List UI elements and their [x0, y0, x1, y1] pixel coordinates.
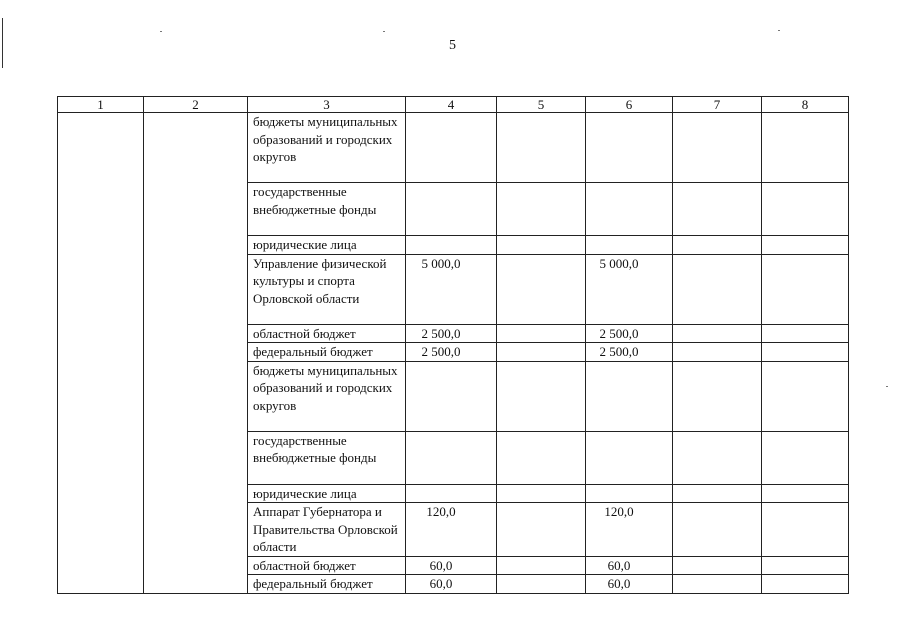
cell-col7	[673, 575, 762, 594]
cell-col6	[586, 113, 673, 183]
column-header-4: 4	[406, 97, 497, 113]
cell-col4: 60,0	[406, 575, 497, 594]
cell-col6: 2 500,0	[586, 324, 673, 343]
page-number: 5	[449, 38, 456, 53]
cell-col5	[497, 324, 586, 343]
column-header-2: 2	[144, 97, 248, 113]
row-label: областной бюджет	[248, 324, 406, 343]
cell-col6	[586, 236, 673, 255]
cell-col4	[406, 236, 497, 255]
cell-col8	[762, 575, 849, 594]
cell-col4: 60,0	[406, 556, 497, 575]
cell-col8	[762, 361, 849, 431]
cell-col5	[497, 361, 586, 431]
cell-col8	[762, 556, 849, 575]
cell-col7	[673, 484, 762, 503]
cell-col6	[586, 361, 673, 431]
cell-col8	[762, 503, 849, 557]
cell-col5	[497, 556, 586, 575]
cell-col5	[497, 503, 586, 557]
row-label: юридические лица	[248, 236, 406, 255]
scan-speck	[886, 386, 888, 387]
row-label: государственные внебюджетные фонды	[248, 431, 406, 484]
row-label: федеральный бюджет	[248, 343, 406, 362]
cell-col8	[762, 236, 849, 255]
cell-col6	[586, 484, 673, 503]
cell-col4	[406, 183, 497, 236]
row-label: бюджеты муниципальных образований и городских округов	[248, 113, 406, 183]
cell-col8	[762, 484, 849, 503]
cell-col7	[673, 556, 762, 575]
cell-col8	[762, 254, 849, 324]
column-header-1: 1	[58, 97, 144, 113]
cell-col4: 2 500,0	[406, 343, 497, 362]
cell-col7	[673, 113, 762, 183]
cell-col5	[497, 183, 586, 236]
row-label: Управление физической культуры и спорта Орловской области	[248, 254, 406, 324]
cell-col5	[497, 484, 586, 503]
cell-col8	[762, 324, 849, 343]
cell-col5	[497, 254, 586, 324]
row-label: юридические лица	[248, 484, 406, 503]
cell-col8	[762, 113, 849, 183]
row-label: областной бюджет	[248, 556, 406, 575]
cell-col4	[406, 113, 497, 183]
cell-col5	[497, 575, 586, 594]
cell-col6	[586, 431, 673, 484]
row-label: Аппарат Губернатора и Правительства Орловской области	[248, 503, 406, 557]
row-label: федеральный бюджет	[248, 575, 406, 594]
cell-col4: 2 500,0	[406, 324, 497, 343]
column-header-6: 6	[586, 97, 673, 113]
cell-col4	[406, 484, 497, 503]
cell-col7	[673, 343, 762, 362]
scan-speck	[160, 31, 162, 32]
column-header-7: 7	[673, 97, 762, 113]
cell-col6: 2 500,0	[586, 343, 673, 362]
cell-col6: 120,0	[586, 503, 673, 557]
cell-col4: 5 000,0	[406, 254, 497, 324]
col2-merged-cell	[144, 113, 248, 594]
column-header-3: 3	[248, 97, 406, 113]
column-header-5: 5	[497, 97, 586, 113]
scan-speck	[778, 30, 780, 31]
cell-col7	[673, 324, 762, 343]
cell-col7	[673, 361, 762, 431]
cell-col4	[406, 431, 497, 484]
column-header-8: 8	[762, 97, 849, 113]
cell-col6: 5 000,0	[586, 254, 673, 324]
cell-col8	[762, 343, 849, 362]
cell-col7	[673, 183, 762, 236]
cell-col8	[762, 431, 849, 484]
cell-col4: 120,0	[406, 503, 497, 557]
scan-speck	[383, 31, 385, 32]
cell-col7	[673, 236, 762, 255]
cell-col7	[673, 503, 762, 557]
col1-merged-cell	[58, 113, 144, 594]
cell-col8	[762, 183, 849, 236]
cell-col4	[406, 361, 497, 431]
cell-col7	[673, 431, 762, 484]
cell-col5	[497, 113, 586, 183]
budget-table	[57, 96, 849, 594]
row-label: государственные внебюджетные фонды	[248, 183, 406, 236]
header-row	[58, 97, 849, 113]
cell-col6: 60,0	[586, 575, 673, 594]
cell-col7	[673, 254, 762, 324]
cell-col6	[586, 183, 673, 236]
table-row	[58, 113, 849, 183]
cell-col5	[497, 431, 586, 484]
row-label: бюджеты муниципальных образований и городских округов	[248, 361, 406, 431]
cell-col5	[497, 236, 586, 255]
cell-col5	[497, 343, 586, 362]
cell-col6: 60,0	[586, 556, 673, 575]
